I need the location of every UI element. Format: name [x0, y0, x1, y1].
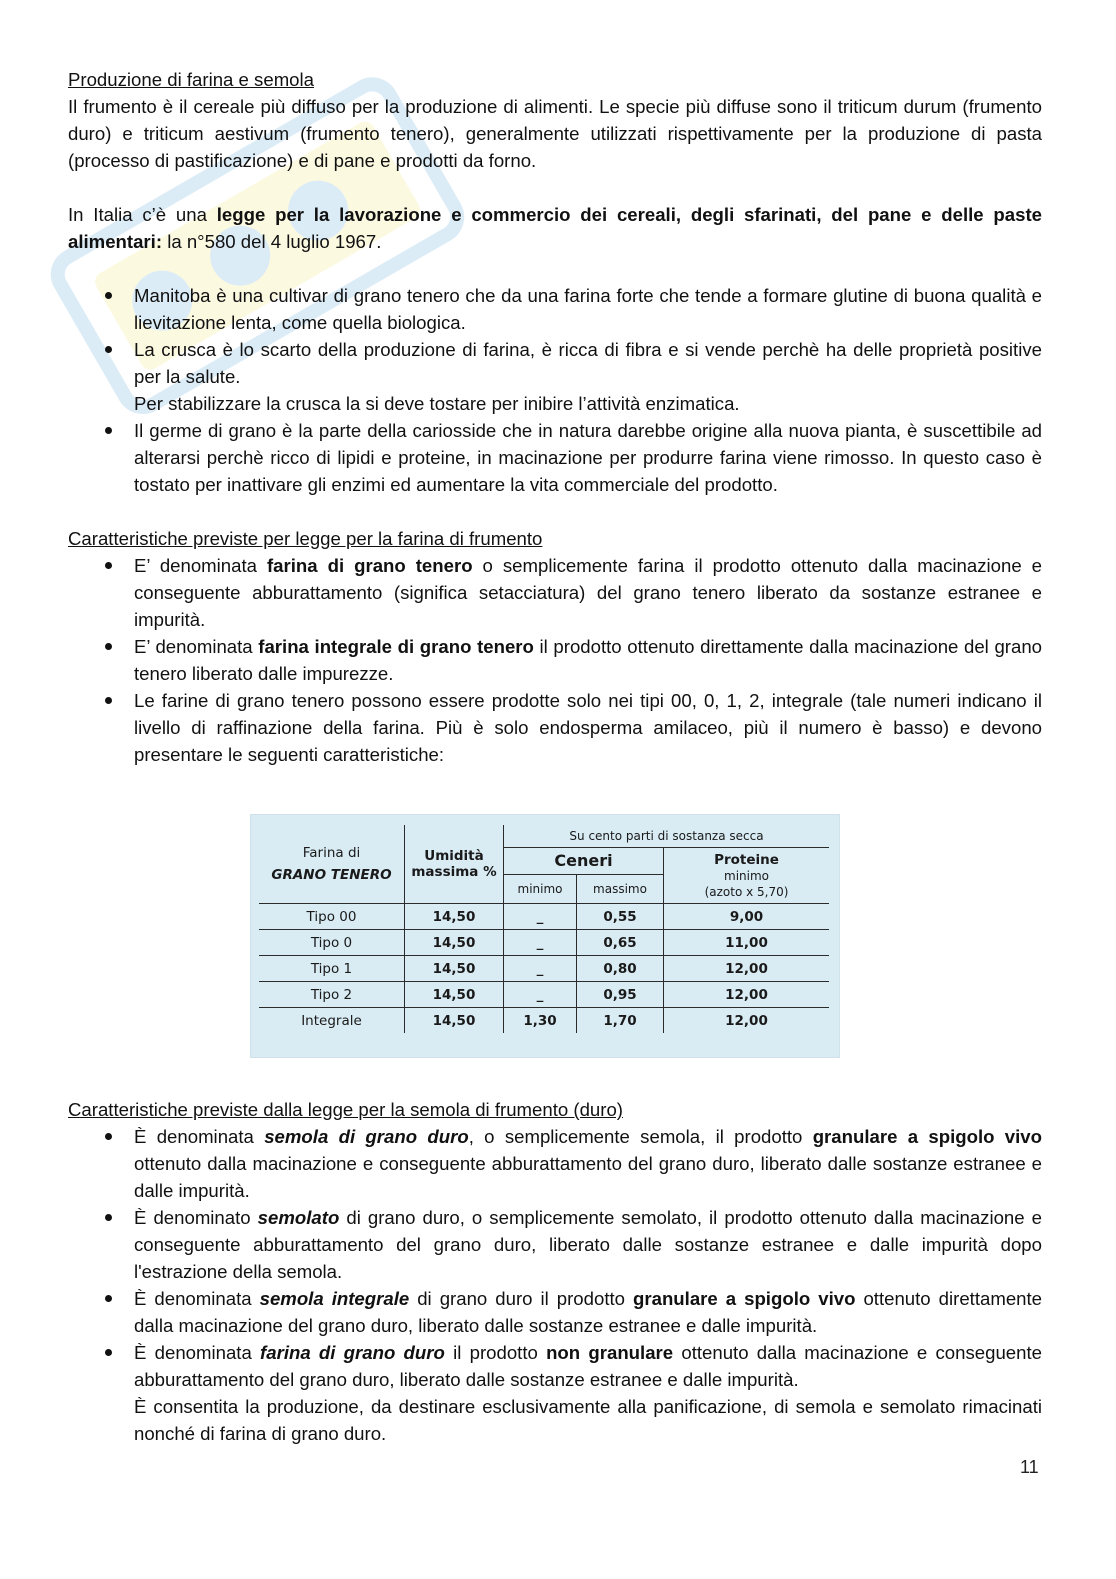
table-header-umidita [405, 825, 504, 904]
table-cell: 12,00 [664, 1008, 830, 1034]
table-cell: Tipo 00 [259, 904, 405, 930]
table-cell: Integrale [259, 1008, 405, 1034]
list-item [134, 336, 1042, 417]
text-run: È denominata [134, 1342, 261, 1363]
text-run: , o semplicemente semola, il prodotto [468, 1126, 813, 1147]
list-item [134, 552, 1042, 633]
crusca-text: La crusca è lo scarto della produzione di farina, è ricca di fibra e si vende perchè ha delle proprietà positive per la salute. [134, 339, 1042, 387]
table-header-text: (azoto x 5,70) [704, 884, 789, 899]
table-cell: _ [504, 904, 577, 930]
table-cell: 0,80 [577, 956, 664, 982]
text-run-bold: granulare a spigolo vivo [633, 1288, 856, 1309]
main-content [68, 66, 1042, 768]
text-run: È denominata [134, 1288, 260, 1309]
list-item: Il germe di grano è la parte della cariosside che in natura darebbe origine alla nuova pianta, è suscettibile ad alterarsi perchè ricco di lipidi e proteine, in macinazione per produrre farina viene rimosso. In questo caso è tostato per inattivare gli enzimi ed aumentare la vita commerciale del prodotto. [134, 417, 1042, 498]
table-header-farina [259, 825, 405, 904]
table-header-proteine [664, 848, 830, 904]
text-run: E’ denominata [134, 555, 267, 576]
list-item [134, 1123, 1042, 1204]
table-cell: 11,00 [664, 930, 830, 956]
table-cell: 1,30 [504, 1008, 577, 1034]
table-cell: 0,95 [577, 982, 664, 1008]
list-item: Le farine di grano tenero possono essere prodotte solo nei tipi 00, 0, 1, 2, integrale (tale numeri indicano il livello di raffinazione della farina. Più è solo endosperma amilaceo, più il numero è basso) e devono presentare le seguenti caratteristiche: [134, 687, 1042, 768]
table-cell: 14,50 [405, 930, 504, 956]
text-run: ottenuto dalla macinazione e conseguente abburattamento del grano duro, liberato dalle sostanze estranee e dalle impurità. [134, 1153, 1042, 1201]
flour-table [250, 814, 840, 1058]
table-cell: 0,55 [577, 904, 664, 930]
table-cell: 14,50 [405, 956, 504, 982]
table-header-ceneri: Ceneri [504, 848, 664, 875]
list-item: Manitoba è una cultivar di grano tenero che da una farina forte che tende a formare glutine di buona qualità e lievitazione lenta, come quella biologica. [134, 282, 1042, 336]
bullet-list-farina [68, 552, 1042, 768]
table-cell: 1,70 [577, 1008, 664, 1034]
text-run: il prodotto ottenuto direttamente dalla macinazione del grano tenero liberato dalle impurezze. [134, 636, 1042, 684]
law-prefix: In Italia c’è una [68, 204, 217, 225]
table-cell: Tipo 0 [259, 930, 405, 956]
text-run-bold-italic: farina di grano duro [260, 1342, 445, 1363]
list-item [134, 1285, 1042, 1339]
flour-table-grid [259, 825, 829, 1033]
law-bold: legge per la lavorazione e commercio dei cereali, degli sfarinati, del pane e delle paste alimentari: [68, 204, 1042, 252]
table-row [259, 930, 829, 956]
text-run-bold-italic: semola integrale [259, 1288, 410, 1309]
table-header-massimo: massimo [577, 875, 664, 904]
table-cell: Tipo 2 [259, 982, 405, 1008]
text-run: ottenuto direttamente dalla macinazione del grano duro, liberato dalle sostanze estranee e dalle impurità. [134, 1288, 1043, 1336]
bullet-list-intro [68, 282, 1042, 498]
table-header-minimo: minimo [504, 875, 577, 904]
crusca-extra: Per stabilizzare la crusca la si deve tostare per inibire l’attività enzimatica. [134, 393, 740, 414]
text-run-bold-italic: semolato [257, 1207, 340, 1228]
table-cell: 9,00 [664, 904, 830, 930]
table-header-text: minimo [724, 868, 769, 883]
text-run-bold: non granulare [546, 1342, 674, 1363]
semola-content [68, 1096, 1042, 1447]
list-item [134, 1204, 1042, 1285]
table-cell: _ [504, 930, 577, 956]
table-header-text: GRANO TENERO [271, 867, 392, 883]
section-heading-farina: Caratteristiche previste per legge per la farina di frumento [68, 528, 543, 549]
text-run: o semplicemente farina il prodotto ottenuto dalla macinazione e conseguente abburattamento (significa setacciatura) del grano tenero liberato da sostanze estranee e impurità. [134, 555, 1042, 630]
table-row [259, 982, 829, 1008]
table-cell: 14,50 [405, 982, 504, 1008]
text-run: di grano duro il prodotto [409, 1288, 634, 1309]
table-cell: 0,65 [577, 930, 664, 956]
text-run: È denominato [134, 1207, 258, 1228]
text-run: di grano duro, o semplicemente semolato, il prodotto ottenuto dalla macinazione e conseguente abburattamento del grano duro, liberato dalle sostanze estranee e dalle impurità dopo l'estrazione della semola. [134, 1207, 1042, 1282]
text-run: È denominata [134, 1126, 265, 1147]
text-run-bold: farina di grano tenero [266, 555, 473, 576]
table-cell: 14,50 [405, 904, 504, 930]
text-run: ottenuto dalla macinazione e conseguente abburattamento del grano duro, liberato dalle sostanze estranee e dalle impurità. [134, 1342, 1042, 1390]
table-cell: Tipo 1 [259, 956, 405, 982]
bullet-list-semola [68, 1123, 1042, 1447]
table-header-text: Farina di [302, 845, 361, 861]
table-row [259, 904, 829, 930]
table-cell: _ [504, 982, 577, 1008]
table-cell: _ [504, 956, 577, 982]
text-run-bold: granulare a spigolo vivo [812, 1126, 1043, 1147]
page-number: 11 [1020, 1457, 1039, 1477]
table-cell: 12,00 [664, 982, 830, 1008]
table-header-text: Proteine [714, 851, 779, 868]
intro-paragraph: Il frumento è il cereale più diffuso per la produzione di alimenti. Le specie più diffuse sono il triticum durum (frumento duro) e triticum aestivum (frumento tenero), generalmente utilizzati rispettivamente per la produzione di pasta (processo di pastificazione) e di pane e prodotti da forno. [68, 96, 1042, 171]
section-heading-semola: Caratteristiche previste dalla legge per la semola di frumento (duro) [68, 1099, 623, 1120]
table-row [259, 1008, 829, 1034]
table-cell: 12,00 [664, 956, 830, 982]
text-run: il prodotto [444, 1342, 547, 1363]
table-row [259, 956, 829, 982]
table-super-header: Su cento parti di sostanza secca [504, 825, 830, 848]
law-paragraph [68, 201, 1042, 255]
list-item [134, 633, 1042, 687]
text-run-bold: farina integrale di grano tenero [258, 636, 534, 657]
text-run-bold-italic: semola di grano duro [264, 1126, 469, 1147]
section-heading-produzione: Produzione di farina e semola [68, 69, 314, 90]
table-header-text: Umidità [424, 848, 484, 864]
table-cell: 14,50 [405, 1008, 504, 1034]
table-header-text: massima % [411, 864, 497, 880]
list-item [134, 1339, 1042, 1447]
law-suffix: la n°580 del 4 luglio 1967. [162, 231, 382, 252]
text-run: E’ denominata [134, 636, 259, 657]
text-run: È consentita la produzione, da destinare esclusivamente alla panificazione, di semola e semolato rimacinati nonché di farina di grano duro. [134, 1396, 1042, 1444]
